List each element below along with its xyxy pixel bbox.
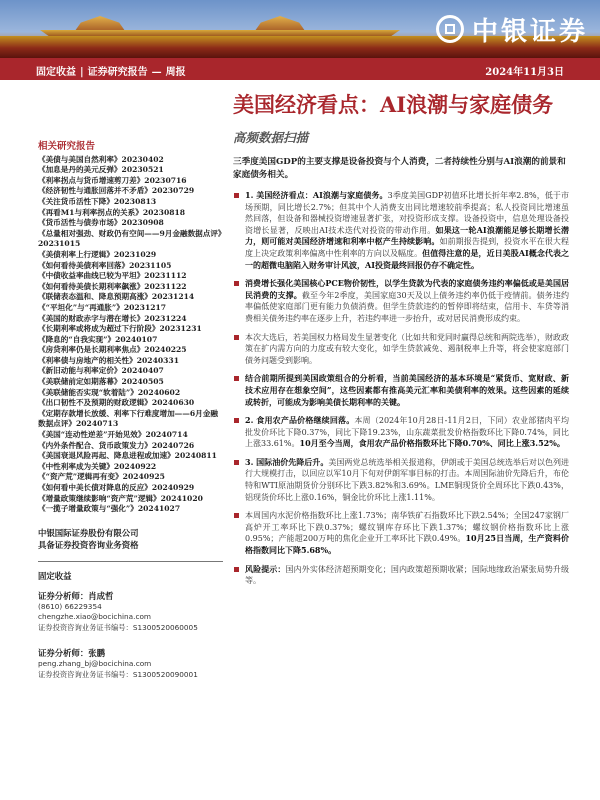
boc-logo-icon [436, 15, 464, 43]
related-report-link[interactable]: 《新旧动能与利率定价》20240407 [38, 366, 164, 376]
bullet-square-icon [234, 281, 239, 286]
related-report-link[interactable]: 《经济韧性与通胀回落并不矛盾》20230729 [38, 186, 195, 196]
bullet-election: 本次大选后，若美国权力格局发生显著变化（比如共和党同时赢得总统和两院选举），财政政策在扩内需方向的力度或有较大变化，如学生贷款减免、遏制税率上升等，将会使家庭部门债务问题受到影响。 [233, 332, 569, 367]
bullet-square-icon [234, 193, 239, 198]
related-report-link[interactable]: 《美债利率上行逻辑》20231029 [38, 249, 157, 259]
summary: 三季度美国GDP的主要支撑是设备投资与个人消费，二者持续性分别与AI浪潮的前景和家庭债务相关。 [233, 157, 566, 180]
field-label: 固定收益 [38, 570, 72, 581]
related-report-link[interactable]: 《降息的“自我实现”》20240107 [38, 334, 158, 344]
related-report-link[interactable]: 《加息是丹的美元反弹》20230521 [38, 165, 164, 175]
related-report-link[interactable]: 《定期存款增长放缓、利率下行难度增加——6月金融数据点评》20240713 [38, 408, 218, 429]
related-report-link[interactable]: 《美国的财政赤字与潜在增长》20231224 [38, 313, 187, 323]
bullet-oil-prices: 3. 国际油价先降后升。美国两党总统选举相关报道称，伊朗或于美国总统选举后对以色列进行大规模打击，以回应以军10月下旬对伊朗军事目标的打击。本周国际油价先降后升，布伦特和WTI原油期货价分别环比下跌3.82%和3.69%。LME铜现货价全周环比下跌0.43%，铝现货价环比上涨0.16%，铜金比价环比上涨1.11%。 [233, 457, 569, 503]
related-report-link[interactable]: 《“资产荒”逻辑再有变》20240925 [38, 472, 165, 482]
category-label: 固定收益 [36, 67, 76, 78]
related-report-link[interactable]: 《联储表态温和、降息预期高涨》20231214 [38, 292, 195, 302]
related-report-link[interactable]: 《美国衰退风险再起、降息进程或加速》20240811 [38, 451, 217, 461]
related-report-link[interactable]: 《中性利率成为关键》20240922 [38, 461, 157, 471]
related-report-link[interactable]: 《内外条件配合、货币政策发力》20240726 [38, 440, 195, 450]
analyst-cert: 证券投资咨询业务证书编号：S1300520060005 [38, 622, 198, 632]
divider [38, 561, 223, 562]
related-report-link[interactable]: 《总量相对强劲、财政仍有空间——9月金融数据点评》20231015 [38, 228, 222, 249]
related-report-link[interactable]: 《“平坦化”与“再通胀”》20231217 [38, 302, 167, 312]
org-name: 中银国际证券股份有限公司 [38, 527, 139, 538]
brand-logo [436, 8, 588, 50]
related-report-link[interactable]: 《利率债与房地产的相关性》20240331 [38, 355, 179, 365]
bullet-square-icon [234, 567, 239, 572]
related-report-link[interactable]: 《美联储能否实现“软着陆”》20240602 [38, 387, 181, 397]
analyst-phone: (8610) 66229354 [38, 601, 102, 611]
related-report-link[interactable]: 《美国“连动性逆差”开始见效》20240714 [38, 430, 188, 440]
related-report-link[interactable]: 《如何看待美债长期利率飙涨》20231122 [38, 281, 187, 291]
bullet-consumption: 消费增长强化美国核心PCE物价韧性，以学生贷款为代表的家庭债务违约率偏低或是美国居民消费的支撑。截至今年2季度，美国家庭30天及以上债务违约率仍低于疫情前。债务违约率偏低使家庭部门更有能力负债消费。但学生贷款违约的暂停即将结束，信用卡、车贷等消费相关债务违约率在逐步上升，若违约率进一步抬升，或对居民消费形成约束。 [233, 278, 569, 324]
related-report-link[interactable]: 《一揽子增量政策与“强化”》20241027 [38, 504, 181, 514]
related-list [38, 155, 223, 515]
bullet-policy-mix: 结合前期所提到美国政策组合的分析看，当前美国经济的基本环境是“紧货币、宽财政、新技术应用存在想象空间”，这些因素都有推高美元汇率和美债利率的效果。这些因素的延续或转折，可能成为影响美债长期利率的关键。 [233, 373, 569, 408]
related-report-link[interactable]: 《美债与美国自然利率》20230402 [38, 154, 164, 164]
org-block [38, 527, 223, 551]
bullet-square-icon [234, 460, 239, 465]
analyst-email[interactable]: peng.zhang_bj@bocichina.com [38, 659, 152, 669]
bullet-square-icon [234, 376, 239, 381]
analyst-email[interactable]: chengzhe.xiao@bocichina.com [38, 612, 152, 622]
related-report-link[interactable]: 《房贷利率仍是长期利率焦点》20240225 [38, 345, 187, 355]
bullet-risk: 风险提示：国内外实体经济超预期变化；国内政策超预期收紧；国际地缘政治紧张局势升级等。 [233, 564, 569, 587]
report-type-label: 证券研究报告 [87, 67, 148, 78]
related-report-link[interactable]: 《货币活性与债券市场》20230908 [38, 218, 164, 228]
bullet-square-icon [234, 335, 239, 340]
related-report-link[interactable]: 《美联储前定如期落幕》20240505 [38, 377, 164, 387]
related-report-link[interactable]: 《如何看待美债利率回落》20231105 [38, 260, 172, 270]
bullet-ai-household: 1. 美国经济看点：AI浪潮与家庭债务。3季度美国GDP初值环比增长折年率2.8%，低于市场预期，同比增长2.7%；但其中个人消费支出同比增速较前季提高；私人投资同比增速虽然回落，但设备和器械投资增速显著扩张，对投资形成支撑。设备投资中，信息处理设备投资增长显著，反映出AI技术迭代对投资的带动作用。如果这一轮AI浪潮能足够长期增长潜力，则可能对美国经济增速和利率中枢产生持续影响。如前期报告提到，投资水平在很大程度上决定政策利率偏离中性利率的方向以及幅度。但值得注意的是，近日美股AI概念代表之一的超微电脑陷入财务审计风波，AI投资最终回报仍存不确定性。 [233, 190, 569, 271]
related-report-link[interactable]: 《利率拐点与货币增速剪刀差》20230716 [38, 175, 187, 185]
analyst-name: 证券分析师：肖成哲 [38, 590, 114, 601]
report-date: 2024年11月3日 [485, 67, 564, 78]
related-report-link[interactable]: 《长期利率或将成为超过下行阶段》20231231 [38, 324, 202, 334]
bullet-square-icon [234, 513, 239, 518]
bullet-food-prices: 2. 食用农产品价格继续回落。本周（2024年10月28日-11月2日，下同）农业部猪肉平均批发价环比下降0.37%，同比下降19.23%，山东蔬菜批发价格指数环比下降0.74%，同比上涨33.61%。10月至今当周，食用农产品价格指数环比下降0.70%、同比上涨3.52%。 [233, 415, 569, 450]
main-column [233, 88, 569, 594]
page-subtitle: 高频数据扫描 [233, 130, 309, 145]
bullet-square-icon [234, 418, 239, 423]
header-banner [0, 0, 600, 58]
related-report-link[interactable]: 《再看M1与利率拐点的关系》20230818 [38, 207, 186, 217]
brand-name: 中银证券 [471, 16, 588, 47]
frequency-label: 周报 [165, 67, 186, 78]
report-info-bar: 固定收益 | 证券研究报告 — 周报 2024年11月3日 [0, 58, 600, 80]
body-text [233, 190, 569, 587]
related-report-link[interactable]: 《出口韧性不及预期的财政逻辑》20240630 [38, 398, 195, 408]
analyst-name: 证券分析师：张鹏 [38, 648, 105, 659]
related-report-link[interactable]: 《关注货币活性下降》20230813 [38, 196, 157, 206]
page-title: 美国经济看点：AI浪潮与家庭债务 [233, 92, 554, 117]
analyst-block [38, 570, 223, 681]
related-report-link[interactable]: 《增量政策继续影响“资产荒”逻辑》20241020 [38, 493, 203, 503]
sidebar [38, 142, 223, 680]
related-report-link[interactable]: 《中债收益率曲线已较为平坦》20231112 [38, 271, 187, 281]
related-report-link[interactable]: 《如何看中美长债对降息的反应》20240929 [38, 483, 195, 492]
org-qualification: 具备证券投资咨询业务资格 [38, 539, 139, 550]
bullet-industrial: 本周国内水泥价格指数环比上涨1.73%；南华铁矿石指数环比下跌2.54%；全国247家钢厂高炉开工率环比下跌0.37%；螺纹钢库存环比下跌1.37%；螺纹钢价格指数环比上涨0.95%；产能超200万吨的焦化企业开工率环比下跌0.49%。10月25日当周，生产资料价格指数同比下降5.68%。 [233, 510, 569, 556]
related-heading: 相关研究报告 [38, 141, 96, 152]
analyst-cert: 证券投资咨询业务证书编号：S1300520090001 [38, 669, 198, 679]
